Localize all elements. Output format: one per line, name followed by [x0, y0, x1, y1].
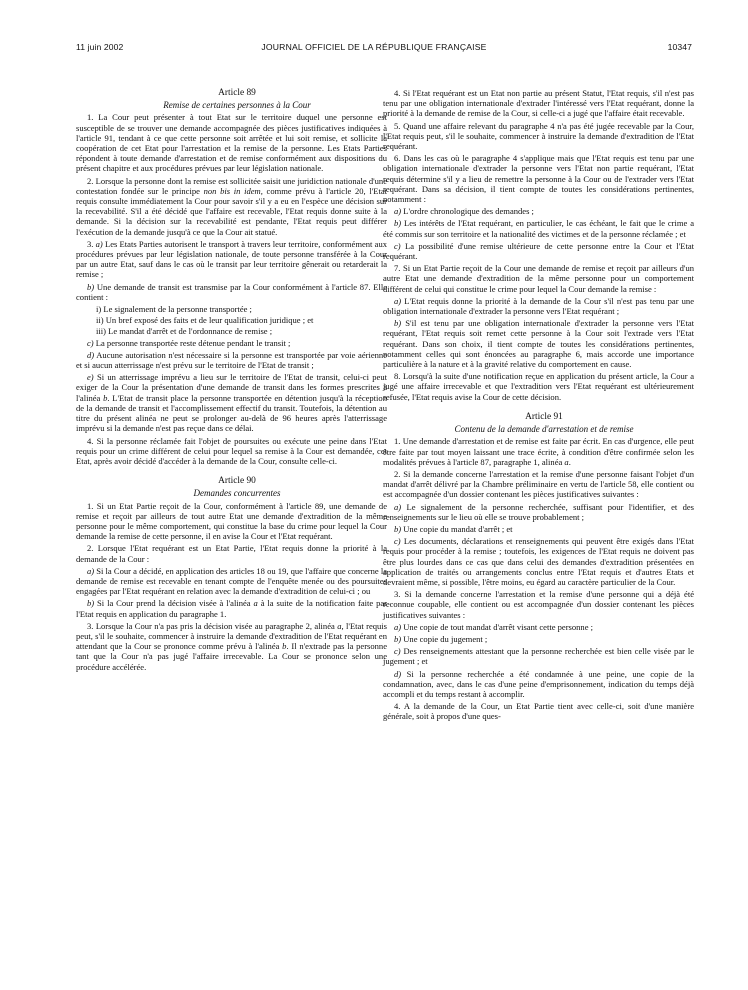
paragraph: 2. Lorsque la personne dont la remise est sollicitée saisit une juridiction nationale d'une contestation fondée sur le principe non bis in idem, comme prévu à l'article 20, l'Etat requis consulte immédiatement la Cour pour savoir s'il y a eu en l'espèce une décision sur la recevabilité. S'il a été décidé que l'affaire est recevable, l'Etat requis donne suite à la demande. Si la décision sur la recevabilité est pendante, l'Etat requis peut différer l'exécution de la demande jusqu'à ce que la Cour ait statué.	[76, 175, 388, 237]
paragraph: b) S'il est tenu par une obligation internationale d'extrader la personne vers l'Etat requérant, l'Etat requis soit remet cette personne à la Cour soit l'extrade vers l'Etat requérant. Dans son choix, il tient compte de toutes les considérations pertinentes, notamment celles qui sont énoncées au paragraphe 6, mais accorde une importance particulière à la nature et à la gravité relative du comportement en cause.	[383, 318, 694, 370]
paragraph: 5. Quand une affaire relevant du paragraphe 4 n'a pas été jugée recevable par la Cour, l'Etat requis peut, s'il le souhaite, commencer à instruire la demande d'extradition de l'Etat requérant.	[383, 120, 694, 152]
article-89-subtitle: Remise de certaines personnes à la Cour	[163, 100, 311, 111]
paragraph: 3. Si la demande concerne l'arrestation et la remise d'une personne qui a déjà été reconnue coupable, elle contient ou est accompagnée d'un dossier contenant les pièces justificatives suivantes :	[383, 589, 694, 620]
paragraph: b) Les intérêts de l'Etat requérant, en particulier, le cas échéant, le fait que le crime a été commis sur son territoire et la nationalité des victimes et de la personne réclamée ; et	[383, 218, 694, 239]
paragraph: d) Si la personne recherchée a été condamnée à une peine, une copie de la condamnation, avec, dans le cas d'une peine d'emprisonnement, indication du temps déjà accompli et du temps restant à accomplir.	[383, 668, 694, 699]
article-91-title: Article 91	[525, 411, 563, 422]
paragraph: a) Une copie de tout mandat d'arrêt visant cette personne ;	[394, 621, 594, 632]
article-91-subtitle: Contenu de la demande d'arrestation et de remise	[454, 424, 634, 435]
paragraph: c) La personne transportée reste détenue pendant le transit ;	[87, 337, 291, 348]
paragraph: b) Une copie du jugement ;	[394, 633, 488, 644]
paragraph: a) L'Etat requis donne la priorité à la demande de la Cour s'il n'est pas tenu par une obligation internationale d'extrader la personne vers l'Etat requérant ;	[383, 295, 694, 317]
paragraph: 1. Si un Etat Partie reçoit de la Cour, conformément à l'article 89, une demande de remise et reçoit par ailleurs de tout autre Etat une demande d'extradition de la même personne pour le même comportement, qui constitue la base du crime pour lequel la Cour demande la remise de cette personne, il en avise la Cour et l'Etat requérant.	[76, 500, 387, 542]
paragraph: 3. a) Les Etats Parties autorisent le transport à travers leur territoire, conformément aux procédures prévues par leur législation nationale, de toute personne transférée à la Cour par un autre Etat, sauf dans le cas où le transit par leur territoire gênerait ou retarderait la remise ;	[76, 238, 387, 280]
right-column	[383, 88, 694, 990]
paragraph: b) Une copie du mandat d'arrêt ; et	[394, 523, 513, 534]
left-column	[76, 88, 387, 990]
paragraph: 2. Lorsque l'Etat requérant est un Etat Partie, l'Etat requis donne la priorité à la demande de la Cour :	[76, 543, 387, 564]
paragraph: 7. Si un Etat Partie reçoit de la Cour une demande de remise et reçoit par ailleurs d'un autre Etat une demande d'extradition de la même personne pour un comportement différent de celui qui constitue le crime pour lequel la Cour demande la remise :	[383, 263, 694, 294]
paragraph: 4. Si la personne réclamée fait l'objet de poursuites ou exécute une peine dans l'Etat requis pour un crime différent de celui pour lequel sa remise à la Cour est demandée, cet Etat, après avoir décidé d'accéder à la demande de la Cour, consulte celle-ci.	[76, 435, 387, 466]
list-item: ii) Un bref exposé des faits et de leur qualification juridique ; et	[96, 315, 314, 326]
list-item: i) Le signalement de la personne transportée ;	[96, 304, 252, 315]
paragraph: 1. La Cour peut présenter à tout Etat sur le territoire duquel une personne est susceptible de se trouver une demande accompagnée des pièces justificatives indiquées à l'article 91, tendant à ce que cette personne soit arrêtée et lui soit remise, et sollicite la coopération de cet Etat pour l'arrestation et la remise de la personne. Les Etats Parties répondent à toute demande d'arrestation et de remise conformément aux dispositions du présent chapitre et aux procédures prévues par leur législation nationale.	[76, 112, 387, 174]
paragraph: c) Des renseignements attestant que la personne recherchée est bien celle visée par le jugement ; et	[383, 646, 694, 667]
article-90-title: Article 90	[218, 476, 256, 487]
paragraph: a) Le signalement de la personne recherchée, suffisant pour l'identifier, et des renseignements sur le lieu où elle se trouve probablement ;	[383, 501, 694, 522]
article-89-title: Article 89	[218, 88, 256, 98]
paragraph: c) La possibilité d'une remise ultérieure de cette personne entre la Cour et l'Etat requérant.	[383, 240, 694, 262]
paragraph: 4. Si l'Etat requérant est un Etat non partie au présent Statut, l'Etat requis, s'il n'est pas tenu par une obligation internationale d'extrader l'intéressé vers l'Etat requérant, donne la priorité à la demande de remise de la Cour, si celle-ci a jugé que l'affaire était recevable.	[383, 88, 694, 119]
article-90-subtitle: Demandes concurrentes	[193, 488, 281, 499]
header-page-number: 10347	[667, 42, 692, 52]
header-title: JOURNAL OFFICIEL DE LA RÉPUBLIQUE FRANÇAISE	[261, 42, 487, 52]
paragraph: d) Aucune autorisation n'est nécessaire si la personne est transportée par voie aérienne et si aucun atterrissage n'est prévu sur le territoire de l'Etat de transit ;	[76, 349, 387, 371]
header-date: 11 juin 2002	[76, 42, 124, 52]
paragraph: 1. Une demande d'arrestation et de remise est faite par écrit. En cas d'urgence, elle peut être faite par tout moyen laissant une trace écrite, à condition d'être confirmée selon les modalités prévues à l'article 87, paragraphe 1, alinéa a.	[383, 436, 694, 467]
paragraph: a) L'ordre chronologique des demandes ;	[394, 206, 534, 217]
paragraph: a) Si la Cour a décidé, en application des articles 18 ou 19, que l'affaire que concerne la demande de remise est recevable en tenant compte de l'enquête menée ou des poursuites engagées par l'Etat requérant en relation avec la demande d'extradition de celui-ci ; ou	[76, 565, 387, 597]
paragraph: 2. Si la demande concerne l'arrestation et la remise d'une personne faisant l'objet d'un mandat d'arrêt délivré par la Chambre préliminaire en vertu de l'article 58, elle contient ou est accompagnée d'un dossier contenant les pièces justificatives suivantes :	[383, 468, 694, 500]
list-item: iii) Le mandat d'arrêt et de l'ordonnance de remise ;	[96, 326, 273, 337]
paragraph: 3. Lorsque la Cour n'a pas pris la décision visée au paragraphe 2, alinéa a, l'Etat requis peut, s'il le souhaite, commencer à instruire la demande d'extradition de l'Etat requérant en attendant que la Cour se prononce comme prévu à l'alinéa b. Il n'extrade pas la personne tant que la Cour n'a pas jugé l'affaire irrecevable. La Cour se prononce selon une procédure accélérée.	[76, 620, 387, 672]
paragraph: b) Une demande de transit est transmise par la Cour conformément à l'article 87. Elle contient :	[76, 281, 387, 302]
paragraph: 8. Lorsqu'à la suite d'une notification reçue en application du présent article, la Cour a jugé une affaire irrecevable et que l'extradition vers l'Etat requérant est ultérieurement refusée, l'Etat requis avise la Cour de cette décision.	[383, 371, 694, 402]
paragraph: b) Si la Cour prend la décision visée à l'alinéa a à la suite de la notification faite par l'Etat requis en application du paragraphe 1.	[76, 598, 387, 619]
page-header	[0, 42, 748, 56]
paragraph: 4. A la demande de la Cour, un Etat Partie tient avec celle-ci, soit d'une manière générale, soit à propos d'une ques-	[383, 701, 694, 722]
paragraph: e) Si un atterrissage imprévu a lieu sur le territoire de l'Etat de transit, celui-ci peut exiger de la Cour la présentation d'une demande de transit dans les formes prescrites à l'alinéa b. L'Etat de transit place la personne transportée en détention jusqu'à la réception de la demande de transit et l'accomplissement effectif du transit. Toutefois, la détention au titre du présent alinéa ne peut se prolonger au-delà de 96 heures après l'atterrissage imprévu si la demande n'est pas reçue dans ce délai.	[76, 372, 387, 434]
paragraph: 6. Dans les cas où le paragraphe 4 s'applique mais que l'Etat requis est tenu par une obligation internationale d'extrader la personne vers l'Etat non partie requérant, l'Etat requis détermine s'il y a lieu de remettre la personne à la Cour ou de l'extrader vers l'Etat requérant. Dans sa décision, il tient compte de toutes les considérations pertinentes, notamment :	[383, 153, 694, 205]
paragraph: c) Les documents, déclarations et renseignements qui peuvent être exigés dans l'Etat requis pour procéder à la remise ; toutefois, les exigences de l'Etat requis ne doivent pas être plus lourdes dans ce cas que dans celui des demandes d'extradition présentées en application de traités ou arrangements conclus entre l'Etat requis et d'autres Etats et devraient même, si possible, l'être moins, eu égard au caractère particulier de la Cour.	[383, 536, 694, 587]
